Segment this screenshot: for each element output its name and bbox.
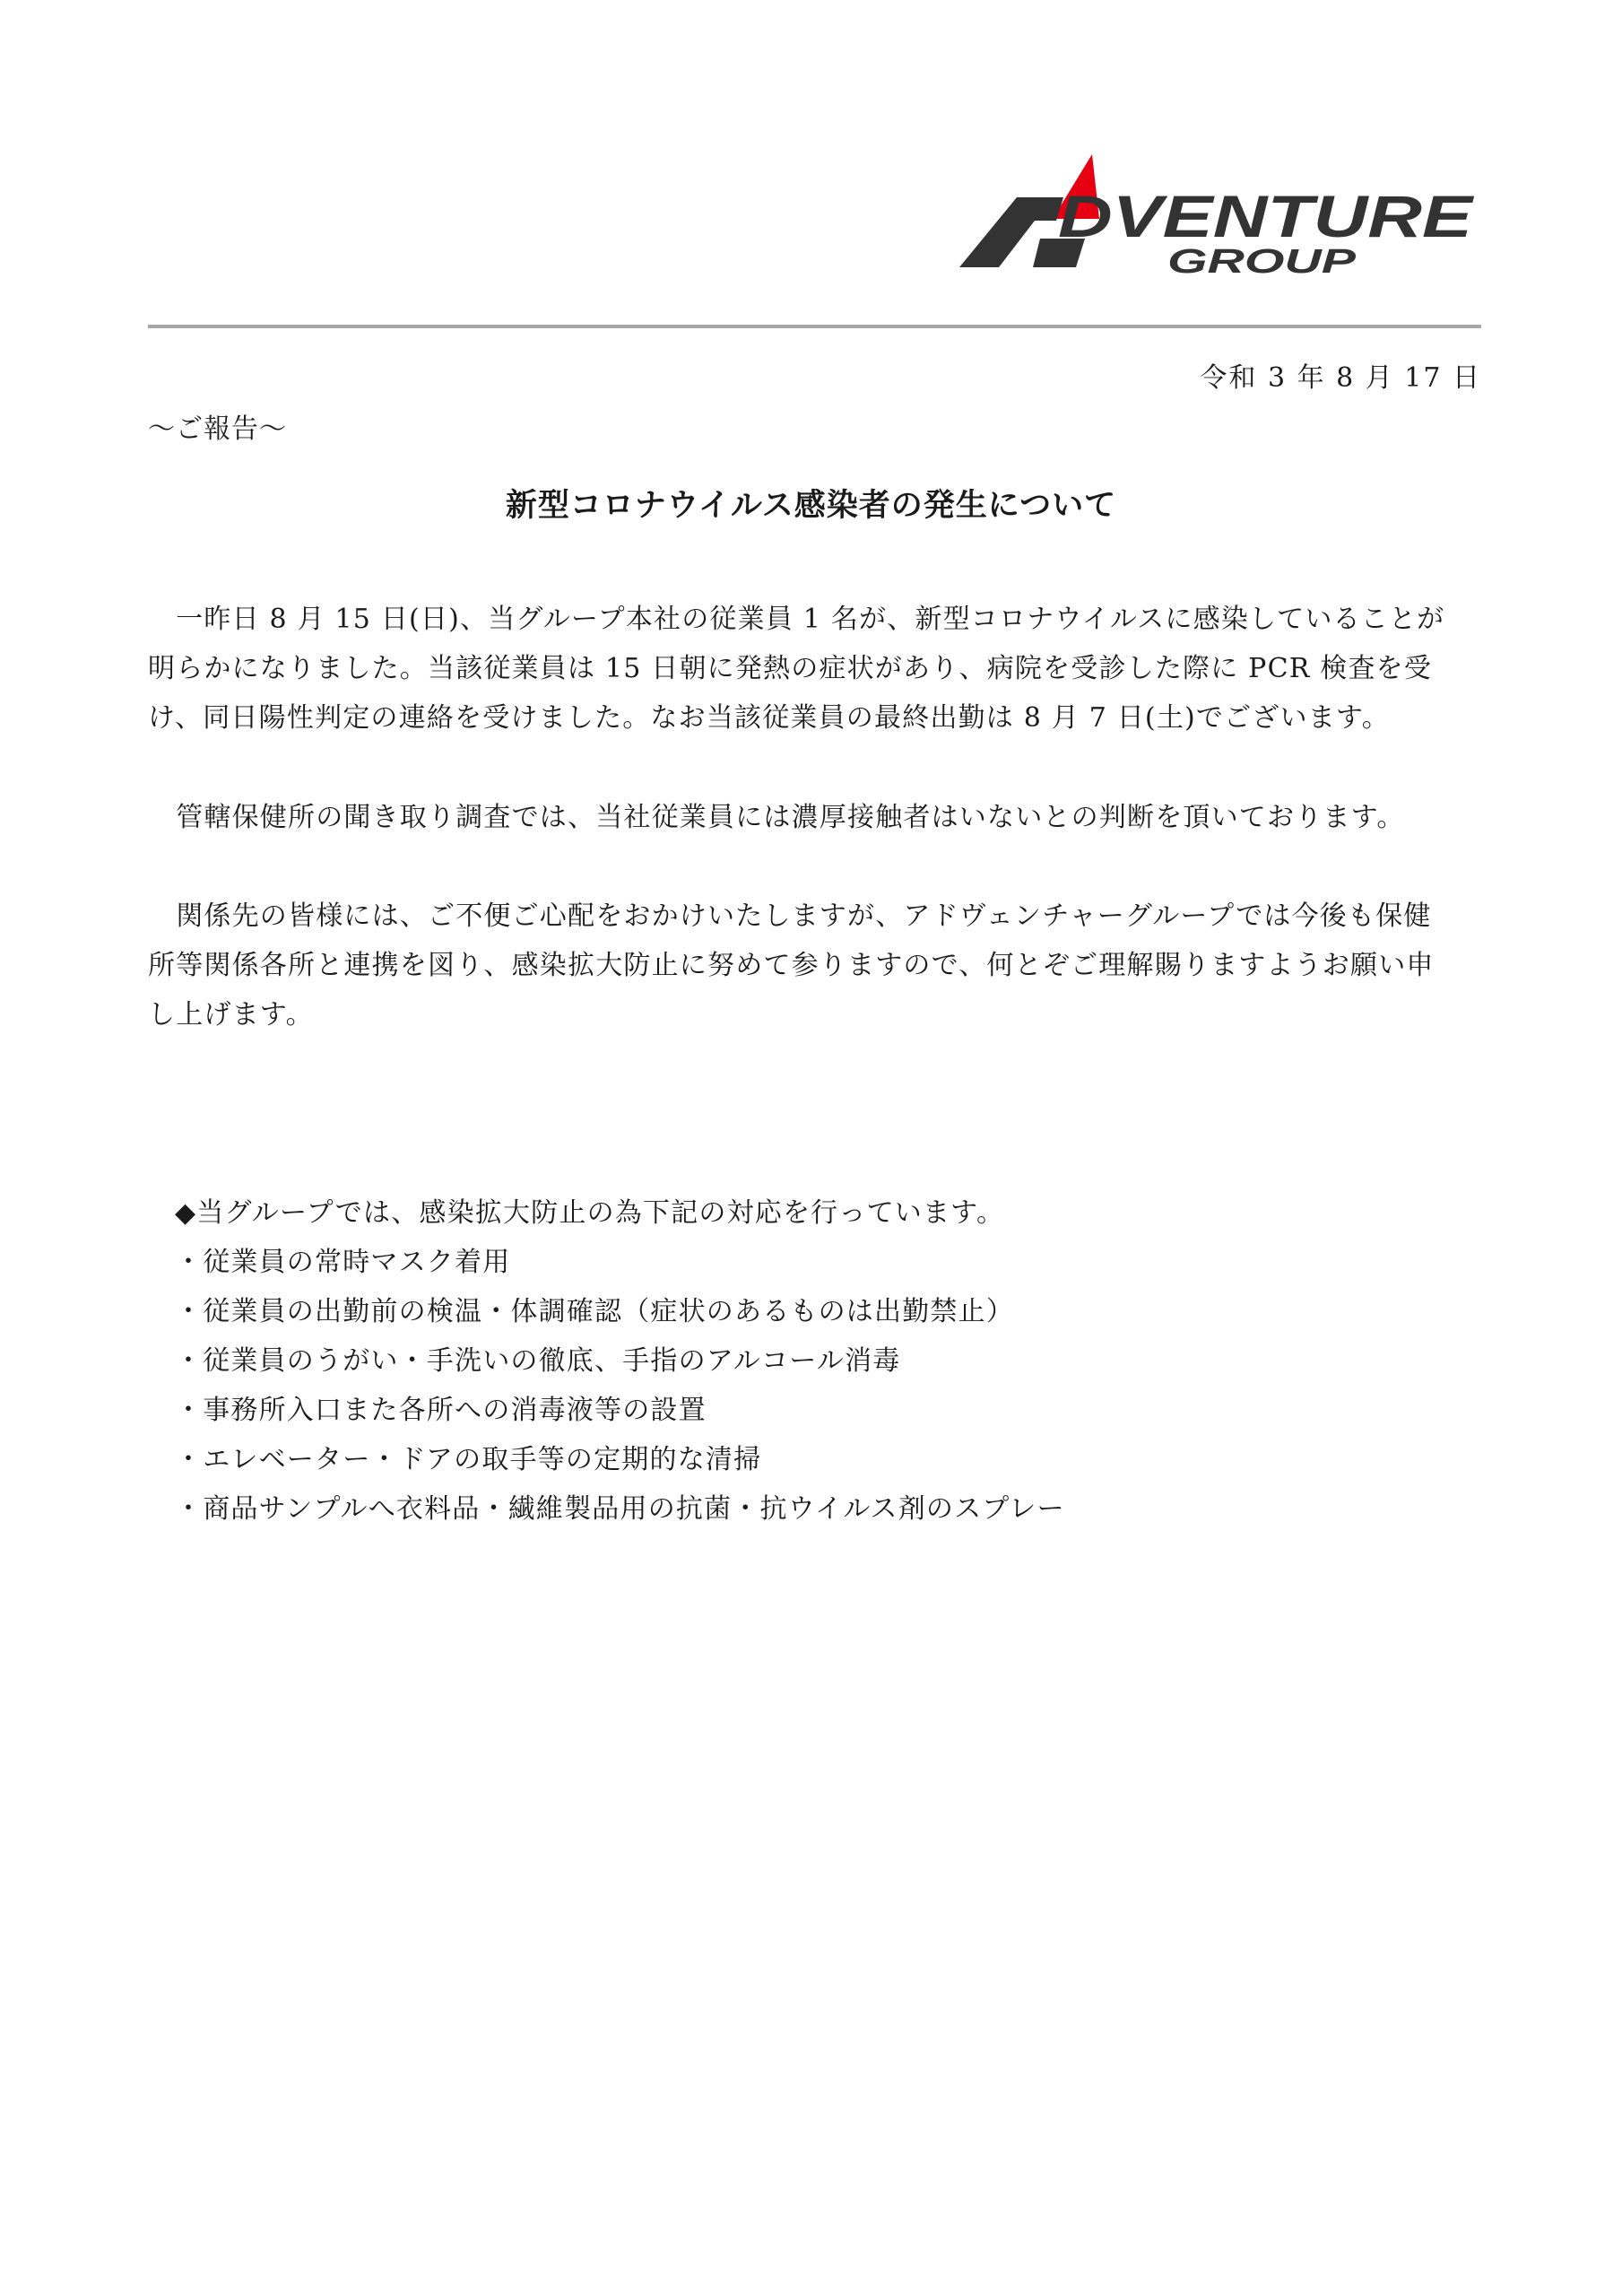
report-label: 〜ご報告〜	[148, 413, 287, 445]
paragraph-line: し上げます。	[148, 999, 314, 1031]
list-item: ・従業員の常時マスク着用	[175, 1247, 511, 1278]
list-item: ・従業員の出勤前の検温・体調確認（症状のあるものは出勤禁止）	[175, 1296, 1014, 1327]
logo-word-group: GROUP	[1167, 243, 1357, 281]
paragraph-infection-report	[148, 595, 1481, 743]
paragraph-line: け、同日陽性判定の連絡を受けました。なお当該従業員の最終出勤は 8 月 7 日(土)でございます。	[148, 702, 1390, 734]
list-item: ・従業員のうがい・手洗いの徹底、手指のアルコール消毒	[175, 1345, 901, 1377]
logo-word-adventure: DVENTURE	[1058, 183, 1475, 249]
paragraph-health-center	[148, 793, 1481, 842]
adventure-group-logo	[959, 151, 1479, 285]
paragraph-apology	[148, 891, 1481, 1039]
paragraph-line: 一昨日 8 月 15 日(日)、当グループ本社の従業員 1 名が、新型コロナウイルスに感染していることが	[148, 604, 1445, 635]
paragraph-line: 関係先の皆様には、ご不便ご心配をおかけいたしますが、アドヴェンチャーグループでは今後も保健	[148, 900, 1432, 932]
list-item: ・エレベーター・ドアの取手等の定期的な清掃	[175, 1444, 762, 1475]
list-item: ・事務所入口また各所への消毒液等の設置	[175, 1395, 707, 1426]
paragraph-line: 管轄保健所の聞き取り調査では、当社従業員には濃厚接触者はいないとの判断を頂いております。	[148, 802, 1405, 833]
paragraph-line: 所等関係各所と連携を図り、感染拡大防止に努めて参りますので、何とぞご理解賜りますようお願い申	[148, 950, 1435, 981]
list-item: ・商品サンプルへ衣料品・繊維製品用の抗菌・抗ウイルス剤のスプレー	[175, 1493, 1065, 1525]
prevention-measures	[175, 1188, 1065, 1534]
document-date: 令和 3 年 8 月 17 日	[1200, 362, 1481, 394]
measures-heading: ◆当グループでは、感染拡大防止の為下記の対応を行っています。	[175, 1197, 1005, 1229]
header-divider	[148, 325, 1481, 328]
document-title: 新型コロナウイルス感染者の発生について	[505, 487, 1117, 524]
measures-list	[175, 1238, 1065, 1534]
paragraph-line: 明らかになりました。当該従業員は 15 日朝に発熱の症状があり、病院を受診した際に PCR 検査を受	[148, 653, 1433, 684]
